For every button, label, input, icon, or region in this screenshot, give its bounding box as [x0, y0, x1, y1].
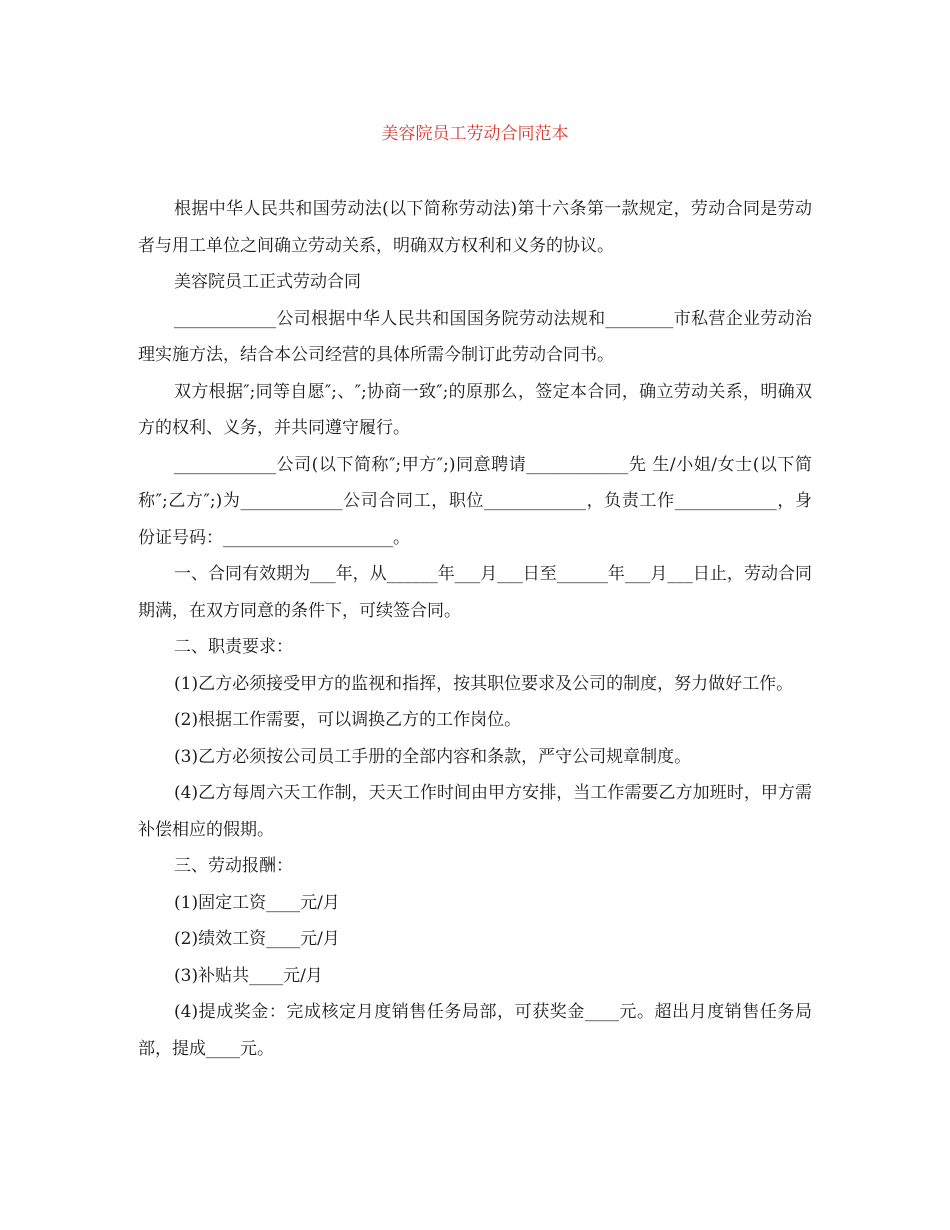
pay-item-3: (3)补贴共____元/月 [174, 965, 323, 986]
pay-item-2: (2)绩效工资____元/月 [174, 929, 340, 949]
document-body [138, 191, 812, 1067]
paragraph-subtitle: 美容院员工正式劳动合同 [174, 272, 361, 292]
paragraph-intro: 根据中华人民共和国劳动法(以下简称劳动法)第十六条第一款规定，劳动合同是劳动者与用工单位之间确立劳动关系，明确双方权利和义务的协议。 [138, 199, 812, 256]
paragraph-term: 一、合同有效期为___年，从______年___月___日至______年___月___日止，劳动合同期满，在双方同意的条件下，可续签合同。 [138, 564, 812, 621]
pay-item-1: (1)固定工资____元/月 [174, 892, 340, 913]
duty-item-3: (3)乙方必须按公司员工手册的全部内容和条款，严守公司规章制度。 [174, 746, 692, 767]
pay-item-4: (4)提成奖金：完成核定月度销售任务局部，可获奖金____元。超出月度销售任务局部，提成____元。 [138, 1002, 812, 1059]
paragraph-parties: ____________公司(以下简称″;甲方″;)同意聘请____________先 生/小姐/女士(以下简称″;乙方″;)为____________公司合同工，职位____________，负责工作____________，身份证号码：____________________。 [138, 454, 812, 548]
duty-item-4: (4)乙方每周六天工作制，天天工作时间由甲方安排，当工作需要乙方加班时，甲方需补偿相应的假期。 [138, 783, 812, 840]
duty-item-2: (2)根据工作需要，可以调换乙方的工作岗位。 [174, 710, 522, 730]
section-heading-duties: 二、职责要求： [174, 637, 293, 657]
paragraph-company-basis: ____________公司根据中华人民共和国国务院劳动法规和________市私营企业劳动治理实施方法，结合本公司经营的具体所需今制订此劳动合同书。 [138, 308, 812, 365]
paragraph-principles: 双方根据″;同等自愿″;、″;协商一致″;的原那么，签定本合同，确立劳动关系，明确双方的权利、义务，并共同遵守履行。 [138, 381, 812, 438]
document-title: 美容院员工劳动合同范本 [381, 124, 569, 144]
section-heading-pay: 三、劳动报酬： [174, 856, 293, 876]
duty-item-1: (1)乙方必须接受甲方的监视和指挥，按其职位要求及公司的制度，努力做好工作。 [174, 673, 794, 694]
